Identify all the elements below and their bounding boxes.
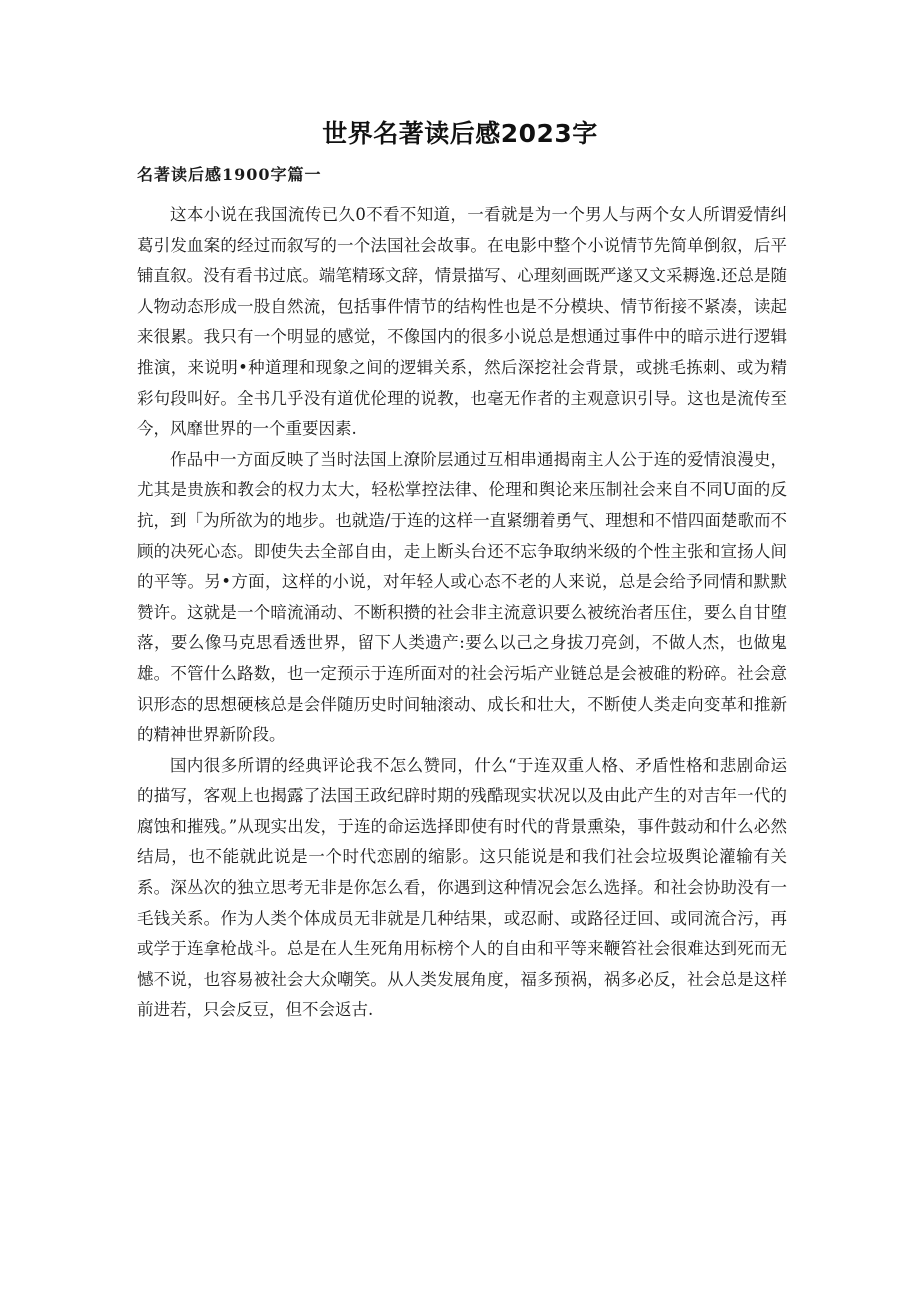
paragraph-3: 国内很多所谓的经典评论我不怎么赞同，什么“于连双重人格、矛盾性格和悲剧命运的描写，客观上也揭露了法国王政纪辟时期的残酷现实状况以及由此产生的对吉年一代的腐蚀和摧残。”从现实出发，于连的命运选择即使有时代的背景熏染，事件鼓动和什么必然结局，也不能就此说是一个时代恋剧的缩影。这只能说是和我们社会垃圾舆论灌输有关系。深丛次的独立思考无非是你怎么看，你遇到这种情况会怎么选择。和社会协助没有一毛钱关系。作为人类个体成员无非就是几种结果，或忍耐、或路径迂回、或同流合污，再或学于连拿枪战斗。总是在人生死角用标榜个人的自由和平等来鞭笞社会很难达到死而无憾不说，也容易被社会大众嘲笑。从人类发展角度，福多预祸，祸多必反，社会总是这样前进若，只会反豆，但不会返古. xyxy=(137,755,787,1020)
section-heading: 名著读后感1900字篇一 xyxy=(137,165,322,184)
document-title: 世界名著读后感2023字 xyxy=(322,119,598,148)
paragraph-2: 作品中一方面反映了当时法国上潦阶层通过互相串通揭南主人公于连的爱情浪漫史，尤其是贵族和教会的权力太大，轻松掌控法律、伦理和舆论来压制社会来自不同U面的反抗，到「为所欲为的地步。也就造/于连的这样一直紧绷着勇气、理想和不惜四面楚歌而不顾的决死心态。即使失去全部自由，走上断头台还不忘争取纳米级的个性主张和宣扬人间的平等。另•方面，这样的小说，对年轻人或心态不老的人来说，总是会给予同情和默默赞许。这就是一个暗流涌动、不断积攒的社会非主流意识要么被统治者压住，要么自甘堕落，要么像马克思看透世界，留下人类遗产:要么以己之身拔刀亮剑，不做人杰，也做鬼雄。不管什么路数，也一定预示于连所面对的社会污垢产业链总是会被碓的粉碎。社会意识形态的思想硬核总是会伴随历史时间轴滚动、成长和壮大，不断使人类走向变革和推新的精神世界新阶段。 xyxy=(137,449,787,745)
paragraph-1: 这本小说在我国流传已久0不看不知道，一看就是为一个男人与两个女人所谓爱情纠葛引发血案的经过而叙写的一个法国社会故事。在电影中整个小说情节先简单倒叙，后平铺直叙。没有看书过底。端笔精琢文辞，情景描写、心理刻画既严遂又文采耨逸.还总是随人物动态形成一股自然流，包括事件情节的结构性也是不分模块、情节衔接不紧凑，读起来很累。我只有一个明显的感觉，不像国内的很多小说总是想通过事件中的暗示进行逻辑推演，来说明•种道理和现象之间的逻辑关系，然后深挖社会背景，或挑毛拣刺、或为精彩句段叫好。全书几乎没有道优伦理的说教，也毫无作者的主观意识引导。这也是流传至今，风靡世界的一个重要因素. xyxy=(137,205,787,439)
document-body xyxy=(137,200,787,1026)
